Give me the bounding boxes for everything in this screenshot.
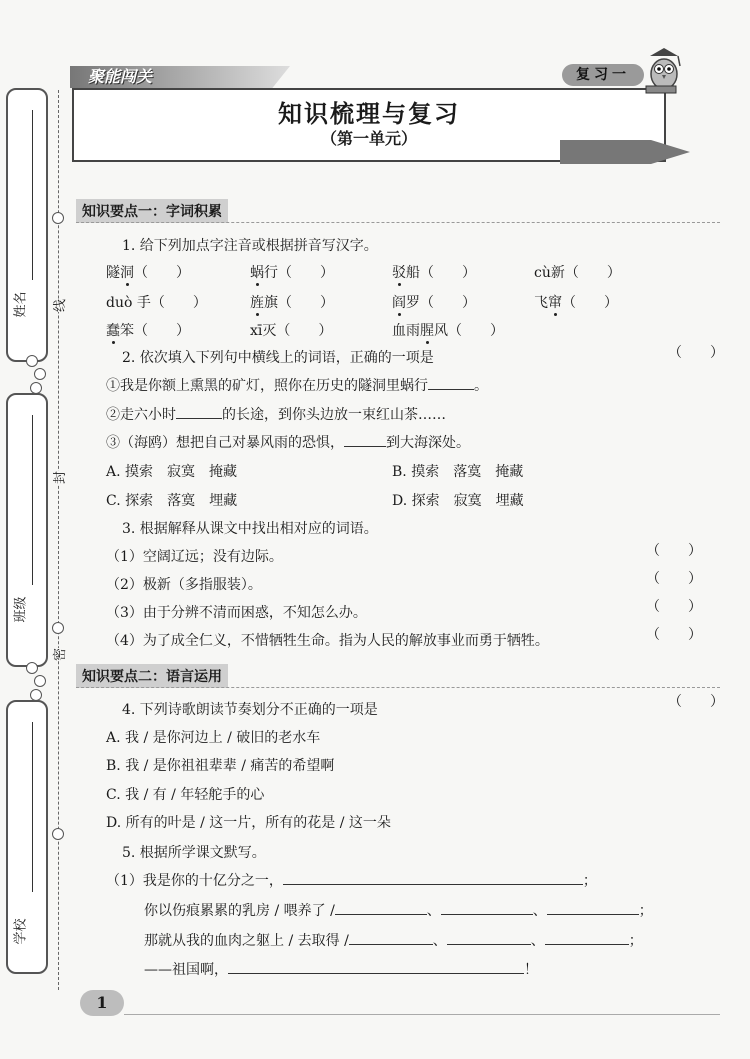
q1-item-ximie: xī灭（ ） bbox=[250, 323, 333, 339]
q3-item-1: （1）空阔辽远；没有边际。 bbox=[106, 549, 283, 565]
q1-item-cuxin: cù新（ ） bbox=[534, 265, 621, 281]
q5-l2-text: 你以伤痕累累的乳房 / 喂养了 / bbox=[144, 903, 335, 919]
page-number: 1 bbox=[96, 993, 108, 1012]
q4-option-c: C. 我 / 有 / 年轻舵手的心 bbox=[106, 787, 265, 803]
q5-l3-sep-2: 、 bbox=[530, 933, 545, 949]
q3-paren-2: （ ） bbox=[646, 571, 702, 587]
class-box bbox=[6, 393, 48, 667]
q5-l2-blank-3 bbox=[547, 914, 639, 915]
q2-s1-text: ①我是你额上熏黑的矿灯，照你在历史的隧洞里蜗行 bbox=[106, 378, 428, 394]
section1-tag: 知识要点一：字词积累 bbox=[76, 199, 228, 223]
q3-prompt: 3. 根据解释从课文中找出相对应的词语。 bbox=[122, 521, 378, 537]
line-char-feng: 封 bbox=[49, 471, 68, 484]
q5-l3-blank-1 bbox=[349, 944, 433, 945]
review-badge-text: 复习一 bbox=[576, 67, 630, 83]
q1-item-feicuan: 飞窜（ ） bbox=[534, 295, 618, 311]
q5-prompt: 5. 根据所学课文默写。 bbox=[122, 845, 266, 861]
q5-l3-blank-2 bbox=[447, 944, 531, 945]
binding-hole-2 bbox=[52, 622, 64, 634]
q5-l4-end: ！ bbox=[524, 962, 538, 978]
q3-paren-3: （ ） bbox=[646, 599, 702, 615]
owl-mascot-icon bbox=[642, 46, 686, 96]
q4-option-b: B. 我 / 是你祖祖辈辈 / 痛苦的希望啊 bbox=[106, 758, 335, 774]
name-label: 姓名 bbox=[13, 291, 29, 318]
line-char-mi: 密 bbox=[49, 648, 68, 661]
q5-l3-sep-1: 、 bbox=[432, 933, 447, 949]
q5-line-3 bbox=[144, 930, 643, 950]
binding-hole-8 bbox=[34, 675, 46, 687]
q2-sentence-3 bbox=[106, 432, 470, 452]
binding-hole-7 bbox=[26, 662, 38, 674]
q5-l3-text: 那就从我的血肉之躯上 / 去取得 / bbox=[144, 933, 349, 949]
q2-sentence-1 bbox=[106, 375, 488, 395]
q4-option-d: D. 所有的叶是 / 这一片，所有的花是 / 这一朵 bbox=[106, 815, 391, 831]
q2-s2-end: 的长途，到你头边放一束红山茶…… bbox=[222, 407, 446, 423]
q5-l3-blank-3 bbox=[545, 944, 629, 945]
q2-s1-blank bbox=[428, 389, 474, 390]
name-underline bbox=[32, 110, 33, 280]
q5-l1-end: ； bbox=[582, 873, 597, 889]
section2-tag: 知识要点二：语言运用 bbox=[76, 664, 228, 688]
footer-rule bbox=[124, 1014, 720, 1015]
q3-item-2: （2）极新（多指服装）。 bbox=[106, 577, 262, 593]
q3-item-3: （3）由于分辨不清而困惑，不知怎么办。 bbox=[106, 605, 367, 621]
q2-s3-end: 到大海深处。 bbox=[386, 435, 470, 451]
brand-logo-text: 聚能闯关 bbox=[88, 67, 153, 86]
q1-item-yanluo: 阎罗（ ） bbox=[392, 295, 476, 311]
q2-s3-text: ③（海鸥）想把自己对暴风雨的恐惧， bbox=[106, 435, 344, 451]
q2-s2-text: ②走六小时 bbox=[106, 407, 176, 423]
binding-hole-4 bbox=[26, 355, 38, 367]
q2-option-c: C. 探索 落寞 埋藏 bbox=[106, 493, 238, 509]
q2-prompt: 2. 依次填入下列句中横线上的词语，正确的一项是 bbox=[122, 350, 434, 366]
q1-item-woxing: 蜗行（ ） bbox=[250, 265, 334, 281]
q1-item-duoshou: duò 手（ ） bbox=[106, 295, 207, 311]
q2-s3-blank bbox=[344, 446, 386, 447]
school-underline bbox=[32, 722, 33, 892]
class-label: 班级 bbox=[13, 596, 29, 623]
binding-hole-9 bbox=[30, 689, 42, 701]
school-box bbox=[6, 700, 48, 974]
q5-l2-blank-1 bbox=[335, 914, 427, 915]
page-title: 知识梳理与复习 bbox=[278, 99, 460, 128]
q2-s1-end: 。 bbox=[474, 378, 488, 394]
page-number-badge bbox=[80, 990, 124, 1016]
q5-line-1 bbox=[106, 870, 597, 890]
q3-paren-4: （ ） bbox=[646, 627, 702, 643]
section2-rule bbox=[76, 687, 720, 688]
class-underline bbox=[32, 415, 33, 585]
binding-hole-5 bbox=[34, 368, 46, 380]
q2-option-a: A. 摸索 寂寞 掩藏 bbox=[106, 464, 238, 480]
binding-hole-1 bbox=[52, 212, 64, 224]
name-box bbox=[6, 88, 48, 362]
section1-rule bbox=[76, 222, 720, 223]
q5-l2-sep-1: 、 bbox=[426, 903, 441, 919]
school-label: 学校 bbox=[13, 918, 29, 945]
q4-answer-paren: （ ） bbox=[668, 694, 724, 710]
q1-item-jingqi: 旌旗（ ） bbox=[250, 295, 334, 311]
review-badge bbox=[562, 64, 644, 86]
q5-l1-text: （1）我是你的十亿分之一， bbox=[106, 873, 283, 889]
q3-paren-1: （ ） bbox=[646, 543, 702, 559]
binding-hole-6 bbox=[30, 382, 42, 394]
binding-dashed-line bbox=[58, 90, 59, 990]
q2-option-b: B. 摸索 落寞 掩藏 bbox=[392, 464, 524, 480]
q5-l4-text: ——祖国啊， bbox=[144, 962, 228, 978]
q5-l1-blank bbox=[283, 884, 583, 885]
q4-prompt: 4. 下列诗歌朗读节奏划分不正确的一项是 bbox=[122, 702, 378, 718]
q1-prompt: 1. 给下列加点字注音或根据拼音写汉字。 bbox=[122, 238, 378, 254]
q1-item-suidong: 隧洞（ ） bbox=[106, 265, 190, 281]
q1-item-chunben: 蠢笨（ ） bbox=[106, 323, 190, 339]
q5-l2-sep-2: 、 bbox=[532, 903, 547, 919]
q1-item-xueyu: 血雨腥风（ ） bbox=[392, 323, 504, 339]
q2-sentence-2 bbox=[106, 404, 446, 424]
q2-option-d: D. 探索 寂寞 埋藏 bbox=[392, 493, 524, 509]
q3-item-4: （4）为了成全仁义，不惜牺牲生命。指为人民的解放事业而勇于牺牲。 bbox=[106, 633, 549, 649]
q4-option-a: A. 我 / 是你河边上 / 破旧的老水车 bbox=[106, 730, 321, 746]
q5-l2-blank-2 bbox=[441, 914, 533, 915]
q2-answer-paren: （ ） bbox=[668, 345, 724, 361]
q5-l2-end: ； bbox=[638, 903, 653, 919]
q1-item-bochuan: 驳船（ ） bbox=[392, 265, 476, 281]
q5-l4-blank bbox=[228, 973, 524, 974]
q2-s2-blank bbox=[176, 418, 222, 419]
q5-l3-end: ； bbox=[628, 933, 643, 949]
q5-line-4 bbox=[144, 959, 538, 979]
binding-hole-3 bbox=[52, 828, 64, 840]
q5-line-2 bbox=[144, 900, 653, 920]
page-subtitle: （第一单元） bbox=[320, 129, 417, 148]
line-char-xian: 线 bbox=[49, 299, 68, 312]
